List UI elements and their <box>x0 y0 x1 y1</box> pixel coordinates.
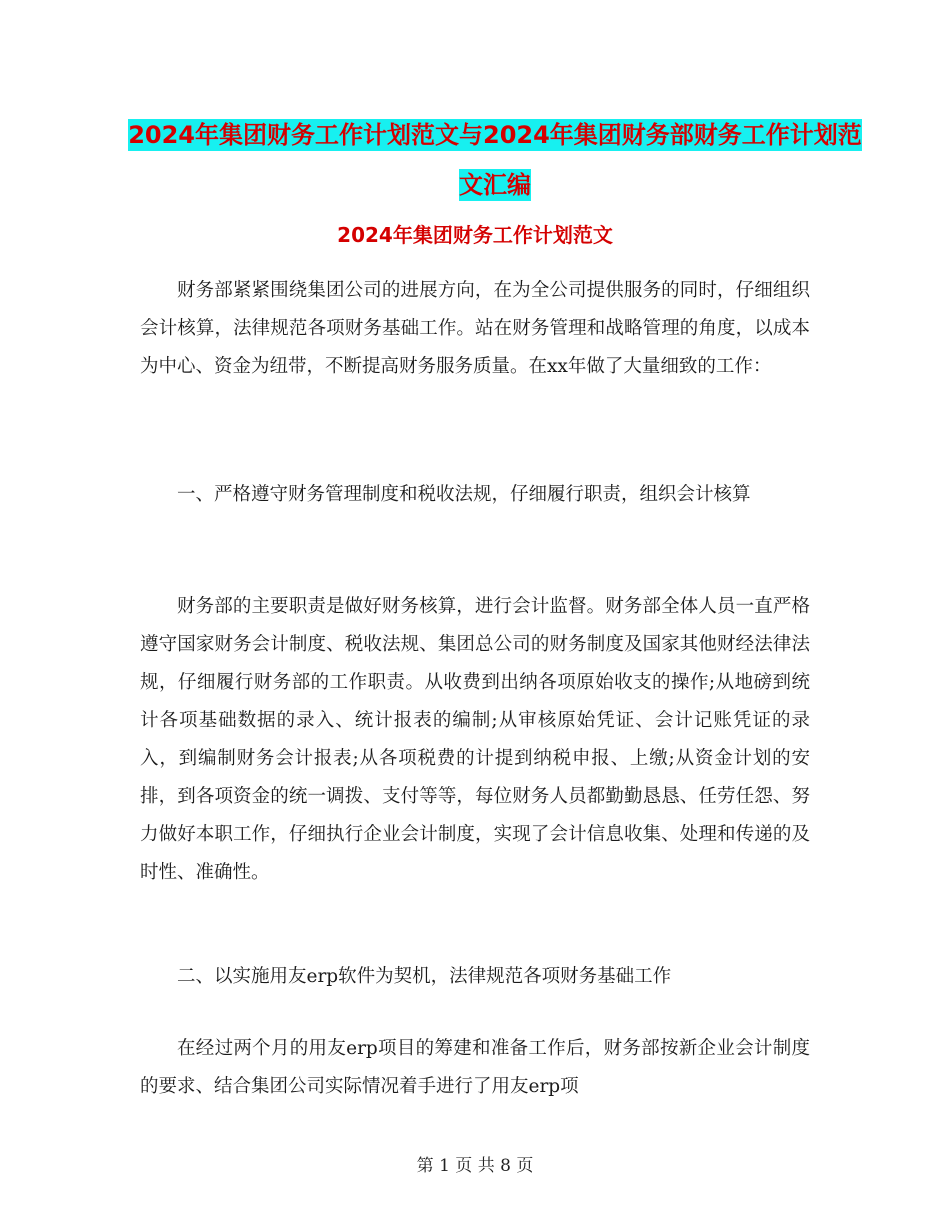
paragraph-heading-2: 二、以实施用友erp软件为契机，法律规范各项财务基础工作 <box>177 966 672 987</box>
paragraph-body-2: 在经过两个月的用友erp项目的筹建和准备工作后，财务部按新企业会计制度的要求、结合集团公司实际情况着手进行了用友erp项 <box>140 1038 810 1097</box>
paragraph-heading-1: 一、严格遵守财务管理制度和税收法规，仔细履行职责，组织会计核算 <box>177 484 751 505</box>
paragraph-intro: 财务部紧紧围绕集团公司的进展方向，在为全公司提供服务的同时，仔细组织会计核算，法律规范各项财务基础工作。站在财务管理和战略管理的角度，以成本为中心、资金为纽带，不断提高财务服务质量。在xx年做了大量细致的工作： <box>140 280 810 377</box>
page-number: 第 1 页 共 8 页 <box>416 1156 534 1176</box>
section-heading: 2024年集团财务工作计划范文 <box>337 223 613 247</box>
document-title <box>120 110 870 210</box>
paragraph-body-1: 财务部的主要职责是做好财务核算，进行会计监督。财务部全体人员一直严格遵守国家财务会计制度、税收法规、集团总公司的财务制度及国家其他财经法律法规，仔细履行财务部的工作职责。从收费到出纳各项原始收支的操作;从地磅到统计各项基础数据的录入、统计报表的编制;从审核原始凭证、会计记账凭证的录入，到编制财务会计报表;从各项税费的计提到纳税申报、上缴;从资金计划的安排，到各项资金的统一调拨、支付等等，每位财务人员都勤勤恳恳、任劳任怨、努力做好本职工作，仔细执行企业会计制度，实现了会计信息收集、处理和传递的及时性、准确性。 <box>140 596 810 883</box>
document-title-text: 2024年集团财务工作计划范文与2024年集团财务部财务工作计划范文汇编 <box>128 121 862 199</box>
